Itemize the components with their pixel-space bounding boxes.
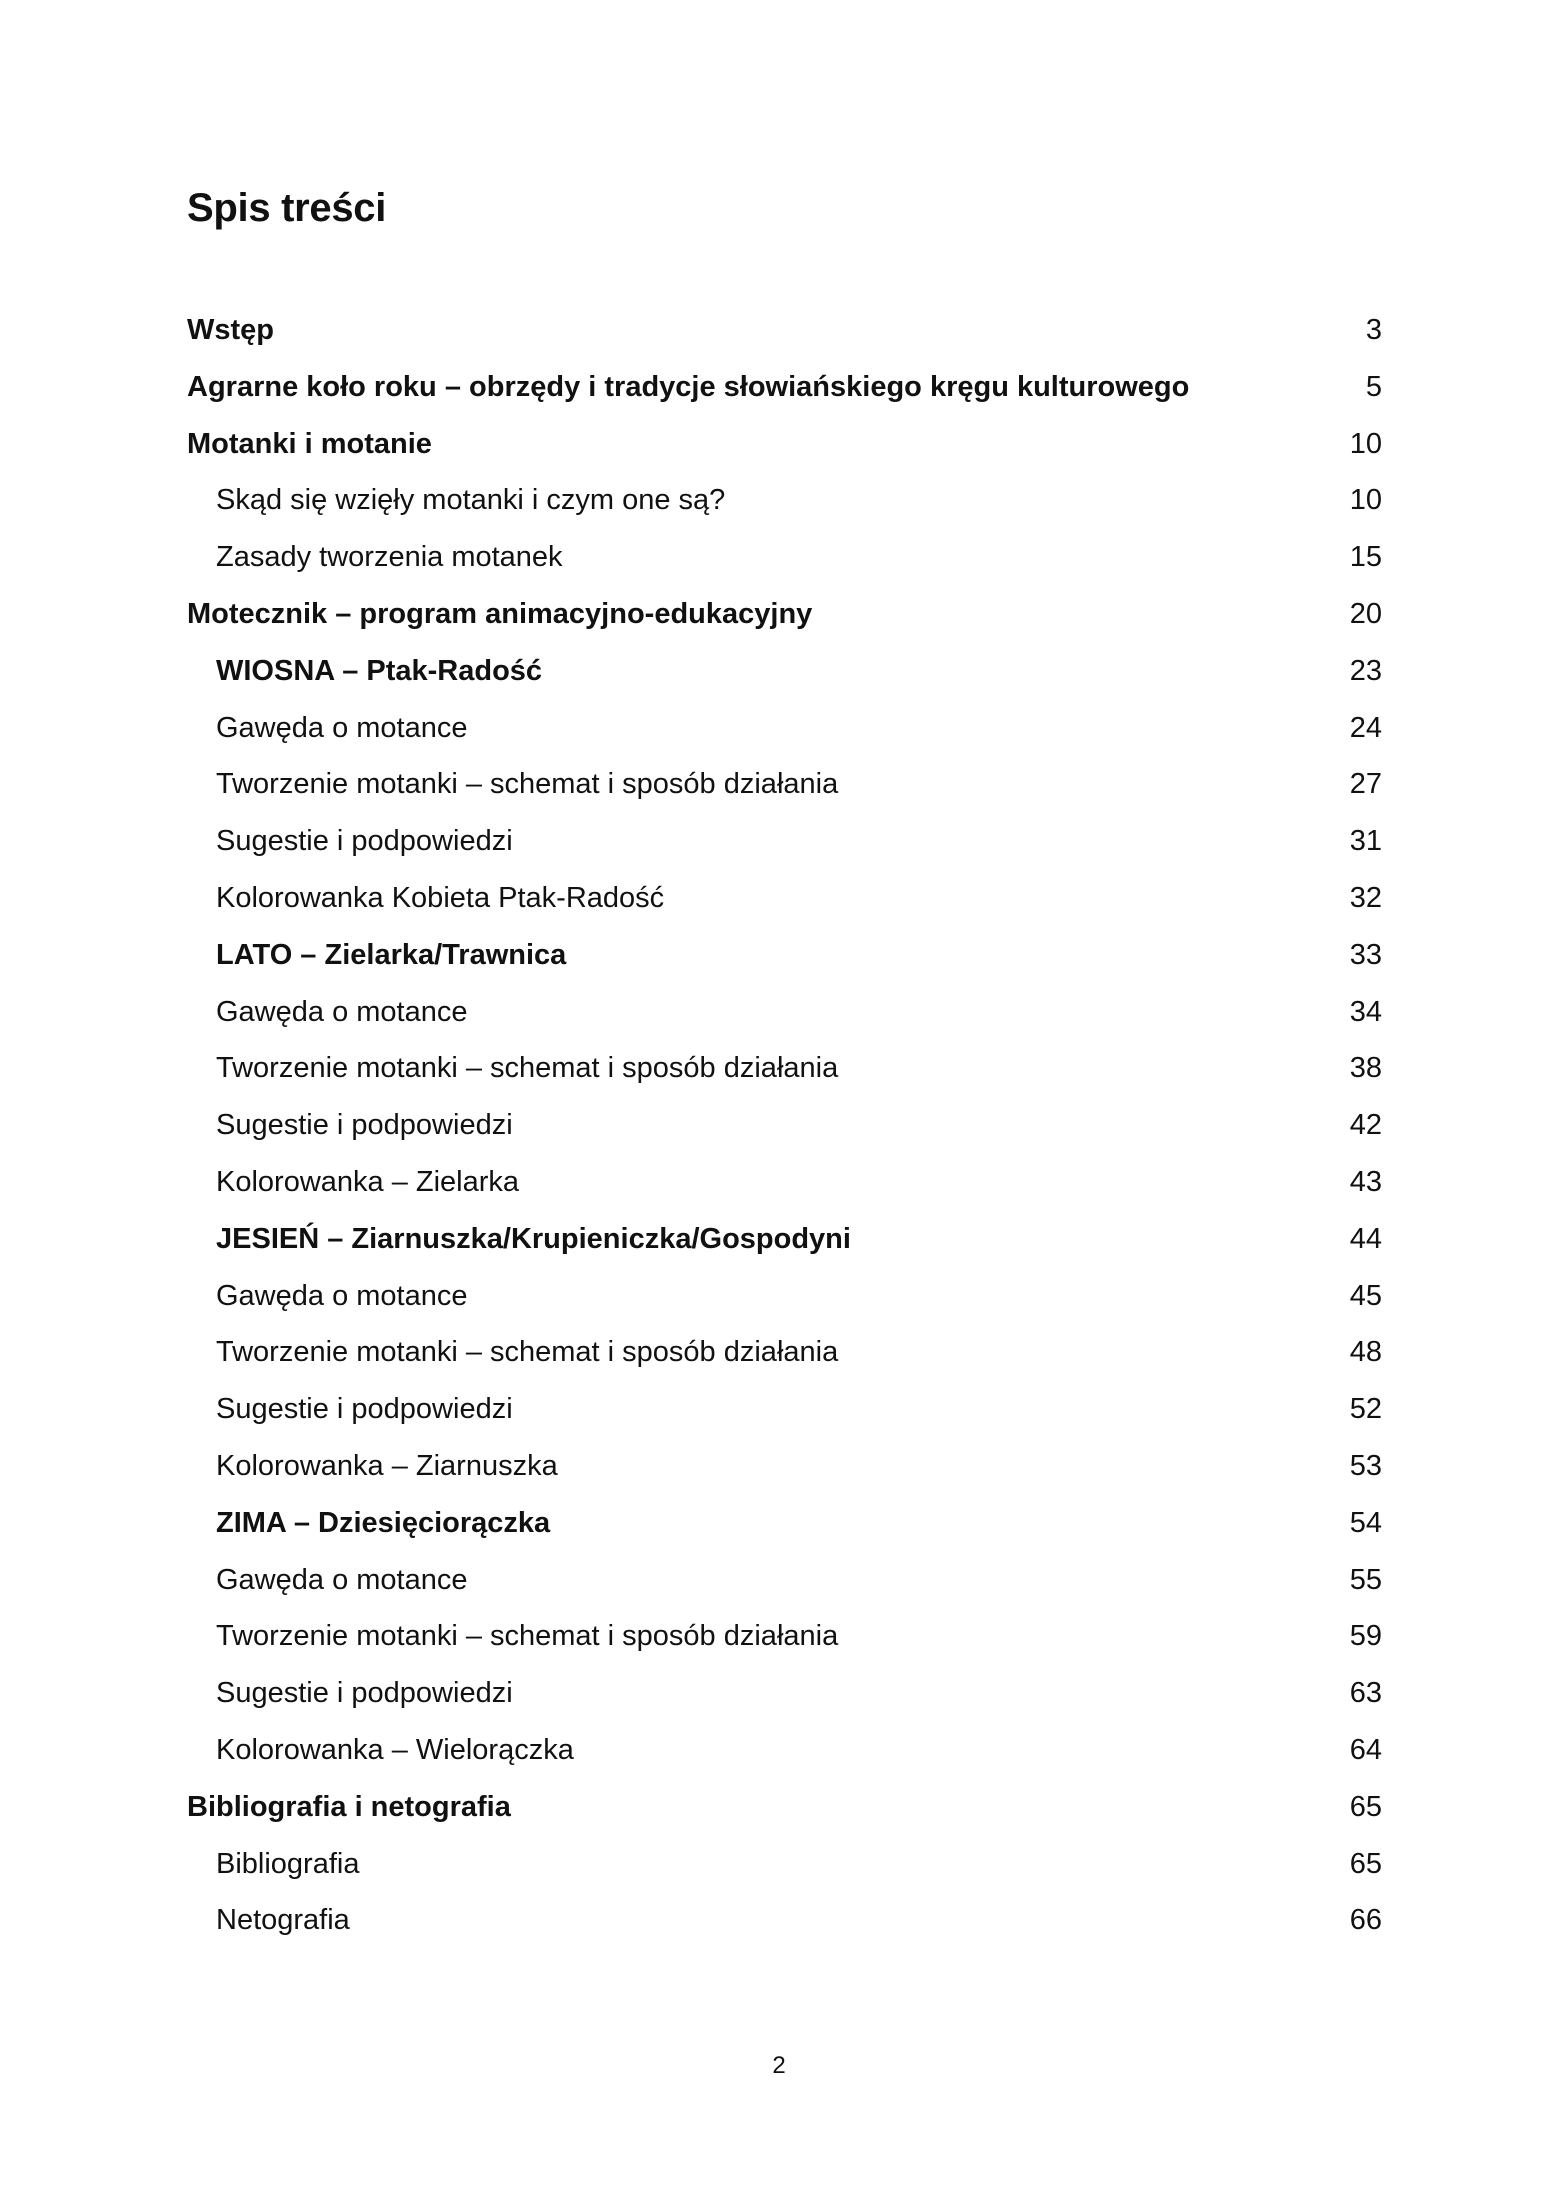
toc-entry-label: Netografia <box>216 1904 350 1937</box>
toc-entry-label: JESIEŃ – Ziarnuszka/Krupieniczka/Gospodyni <box>216 1222 851 1255</box>
toc-entry-page: 27 <box>1349 768 1382 801</box>
toc-entry-page: 31 <box>1349 825 1382 858</box>
toc-entry-page: 55 <box>1349 1563 1382 1596</box>
toc-entry-label: Wstęp <box>187 314 274 346</box>
toc-entry[interactable] <box>187 1154 1382 1211</box>
toc-entry[interactable] <box>187 302 1382 359</box>
toc-entry[interactable] <box>187 359 1382 416</box>
toc-entry[interactable] <box>187 586 1382 643</box>
toc-entry-page: 42 <box>1349 1109 1382 1142</box>
toc-entry[interactable] <box>187 1097 1382 1154</box>
toc-entry-page: 10 <box>1349 427 1382 460</box>
toc-entry-page: 24 <box>1349 711 1382 744</box>
toc-entry-page: 23 <box>1349 654 1382 687</box>
toc-entry-label: Gawęda o motance <box>216 1279 468 1312</box>
toc-entry-label: Tworzenie motanki – schemat i sposób działania <box>216 1620 839 1653</box>
toc-entry-label: ZIMA – Dziesięciorączka <box>216 1506 551 1539</box>
toc-entry-label: Gawęda o motance <box>216 995 468 1028</box>
toc-entry-page: 64 <box>1349 1733 1382 1766</box>
toc-entry-page: 43 <box>1349 1165 1382 1198</box>
toc-entry-label: Sugestie i podpowiedzi <box>216 1677 513 1710</box>
toc-entry-label: Kolorowanka – Ziarnuszka <box>216 1449 558 1482</box>
toc-title: Spis treści <box>187 186 387 230</box>
toc-entry[interactable] <box>187 927 1382 984</box>
toc-entry-label: Sugestie i podpowiedzi <box>216 1393 513 1426</box>
toc-entry[interactable] <box>187 529 1382 586</box>
toc-entry-page: 33 <box>1349 938 1382 971</box>
toc-entry-label: Tworzenie motanki – schemat i sposób działania <box>216 1052 839 1085</box>
toc-entry-label: Motecznik – program animacyjno-edukacyjny <box>187 597 813 630</box>
toc-entry[interactable] <box>187 416 1382 473</box>
toc-entry[interactable] <box>187 1892 1382 1949</box>
toc-entry-page: 38 <box>1349 1052 1382 1085</box>
toc-entry[interactable] <box>187 1381 1382 1438</box>
toc-entry[interactable] <box>187 1552 1382 1609</box>
toc-entry-page: 53 <box>1349 1449 1382 1482</box>
toc-entry-label: Bibliografia <box>216 1847 360 1880</box>
toc-entry-page: 63 <box>1349 1677 1382 1710</box>
toc-entry[interactable] <box>187 1836 1382 1893</box>
toc-entry[interactable] <box>187 984 1382 1041</box>
toc-entry-page: 20 <box>1349 597 1382 630</box>
toc-entry[interactable] <box>187 1779 1382 1836</box>
toc-entry-label: Bibliografia i netografia <box>187 1790 511 1823</box>
toc-entry[interactable] <box>187 700 1382 757</box>
toc-entry-page: 44 <box>1349 1222 1382 1255</box>
toc-entry-label: Agrarne koło roku – obrzędy i tradycje słowiańskiego kręgu kulturowego <box>187 370 1190 403</box>
toc-entry-page: 32 <box>1349 881 1382 914</box>
toc-entry-label: Kolorowanka – Zielarka <box>216 1165 520 1198</box>
toc-entry[interactable] <box>187 1438 1382 1495</box>
toc-entry-page: 65 <box>1349 1847 1382 1880</box>
toc-entry-label: Zasady tworzenia motanek <box>216 541 563 574</box>
toc-entry-label: Kolorowanka Kobieta Ptak-Radość <box>216 881 665 914</box>
toc-entry-label: Sugestie i podpowiedzi <box>216 1109 513 1142</box>
toc-entry-label: LATO – Zielarka/Trawnica <box>216 938 567 971</box>
table-of-contents <box>187 302 1382 1949</box>
toc-entry[interactable] <box>187 1608 1382 1665</box>
toc-entry-label: WIOSNA – Ptak-Radość <box>216 654 543 687</box>
toc-entry-page: 52 <box>1349 1393 1382 1426</box>
toc-entry-label: Kolorowanka – Wielorączka <box>216 1733 574 1766</box>
toc-entry-page: 54 <box>1349 1506 1382 1539</box>
toc-entry-label: Gawęda o motance <box>216 711 468 744</box>
toc-entry-page: 10 <box>1349 484 1382 517</box>
toc-entry-page: 48 <box>1349 1336 1382 1369</box>
toc-entry[interactable] <box>187 1495 1382 1552</box>
toc-entry[interactable] <box>187 472 1382 529</box>
toc-entry-page: 3 <box>1365 314 1382 346</box>
toc-entry[interactable] <box>187 1268 1382 1325</box>
toc-entry-page: 65 <box>1349 1790 1382 1823</box>
toc-entry[interactable] <box>187 813 1382 870</box>
toc-entry-page: 15 <box>1349 541 1382 574</box>
toc-entry[interactable] <box>187 1040 1382 1097</box>
toc-entry-page: 34 <box>1349 995 1382 1028</box>
toc-entry-page: 66 <box>1349 1904 1382 1937</box>
toc-entry[interactable] <box>187 756 1382 813</box>
toc-entry[interactable] <box>187 1324 1382 1381</box>
toc-entry-label: Gawęda o motance <box>216 1563 468 1596</box>
toc-entry[interactable] <box>187 1211 1382 1268</box>
toc-entry-page: 59 <box>1349 1620 1382 1653</box>
toc-entry-label: Sugestie i podpowiedzi <box>216 825 513 858</box>
toc-entry-label: Skąd się wzięły motanki i czym one są? <box>216 484 726 517</box>
toc-entry-page: 5 <box>1365 370 1382 403</box>
toc-entry-label: Tworzenie motanki – schemat i sposób działania <box>216 768 839 801</box>
toc-entry[interactable] <box>187 1665 1382 1722</box>
toc-entry[interactable] <box>187 870 1382 927</box>
toc-entry-page: 45 <box>1349 1279 1382 1312</box>
page-number: 2 <box>772 2052 786 2079</box>
toc-entry[interactable] <box>187 643 1382 700</box>
toc-entry-label: Tworzenie motanki – schemat i sposób działania <box>216 1336 839 1369</box>
toc-entry[interactable] <box>187 1722 1382 1779</box>
toc-entry-label: Motanki i motanie <box>187 427 432 460</box>
